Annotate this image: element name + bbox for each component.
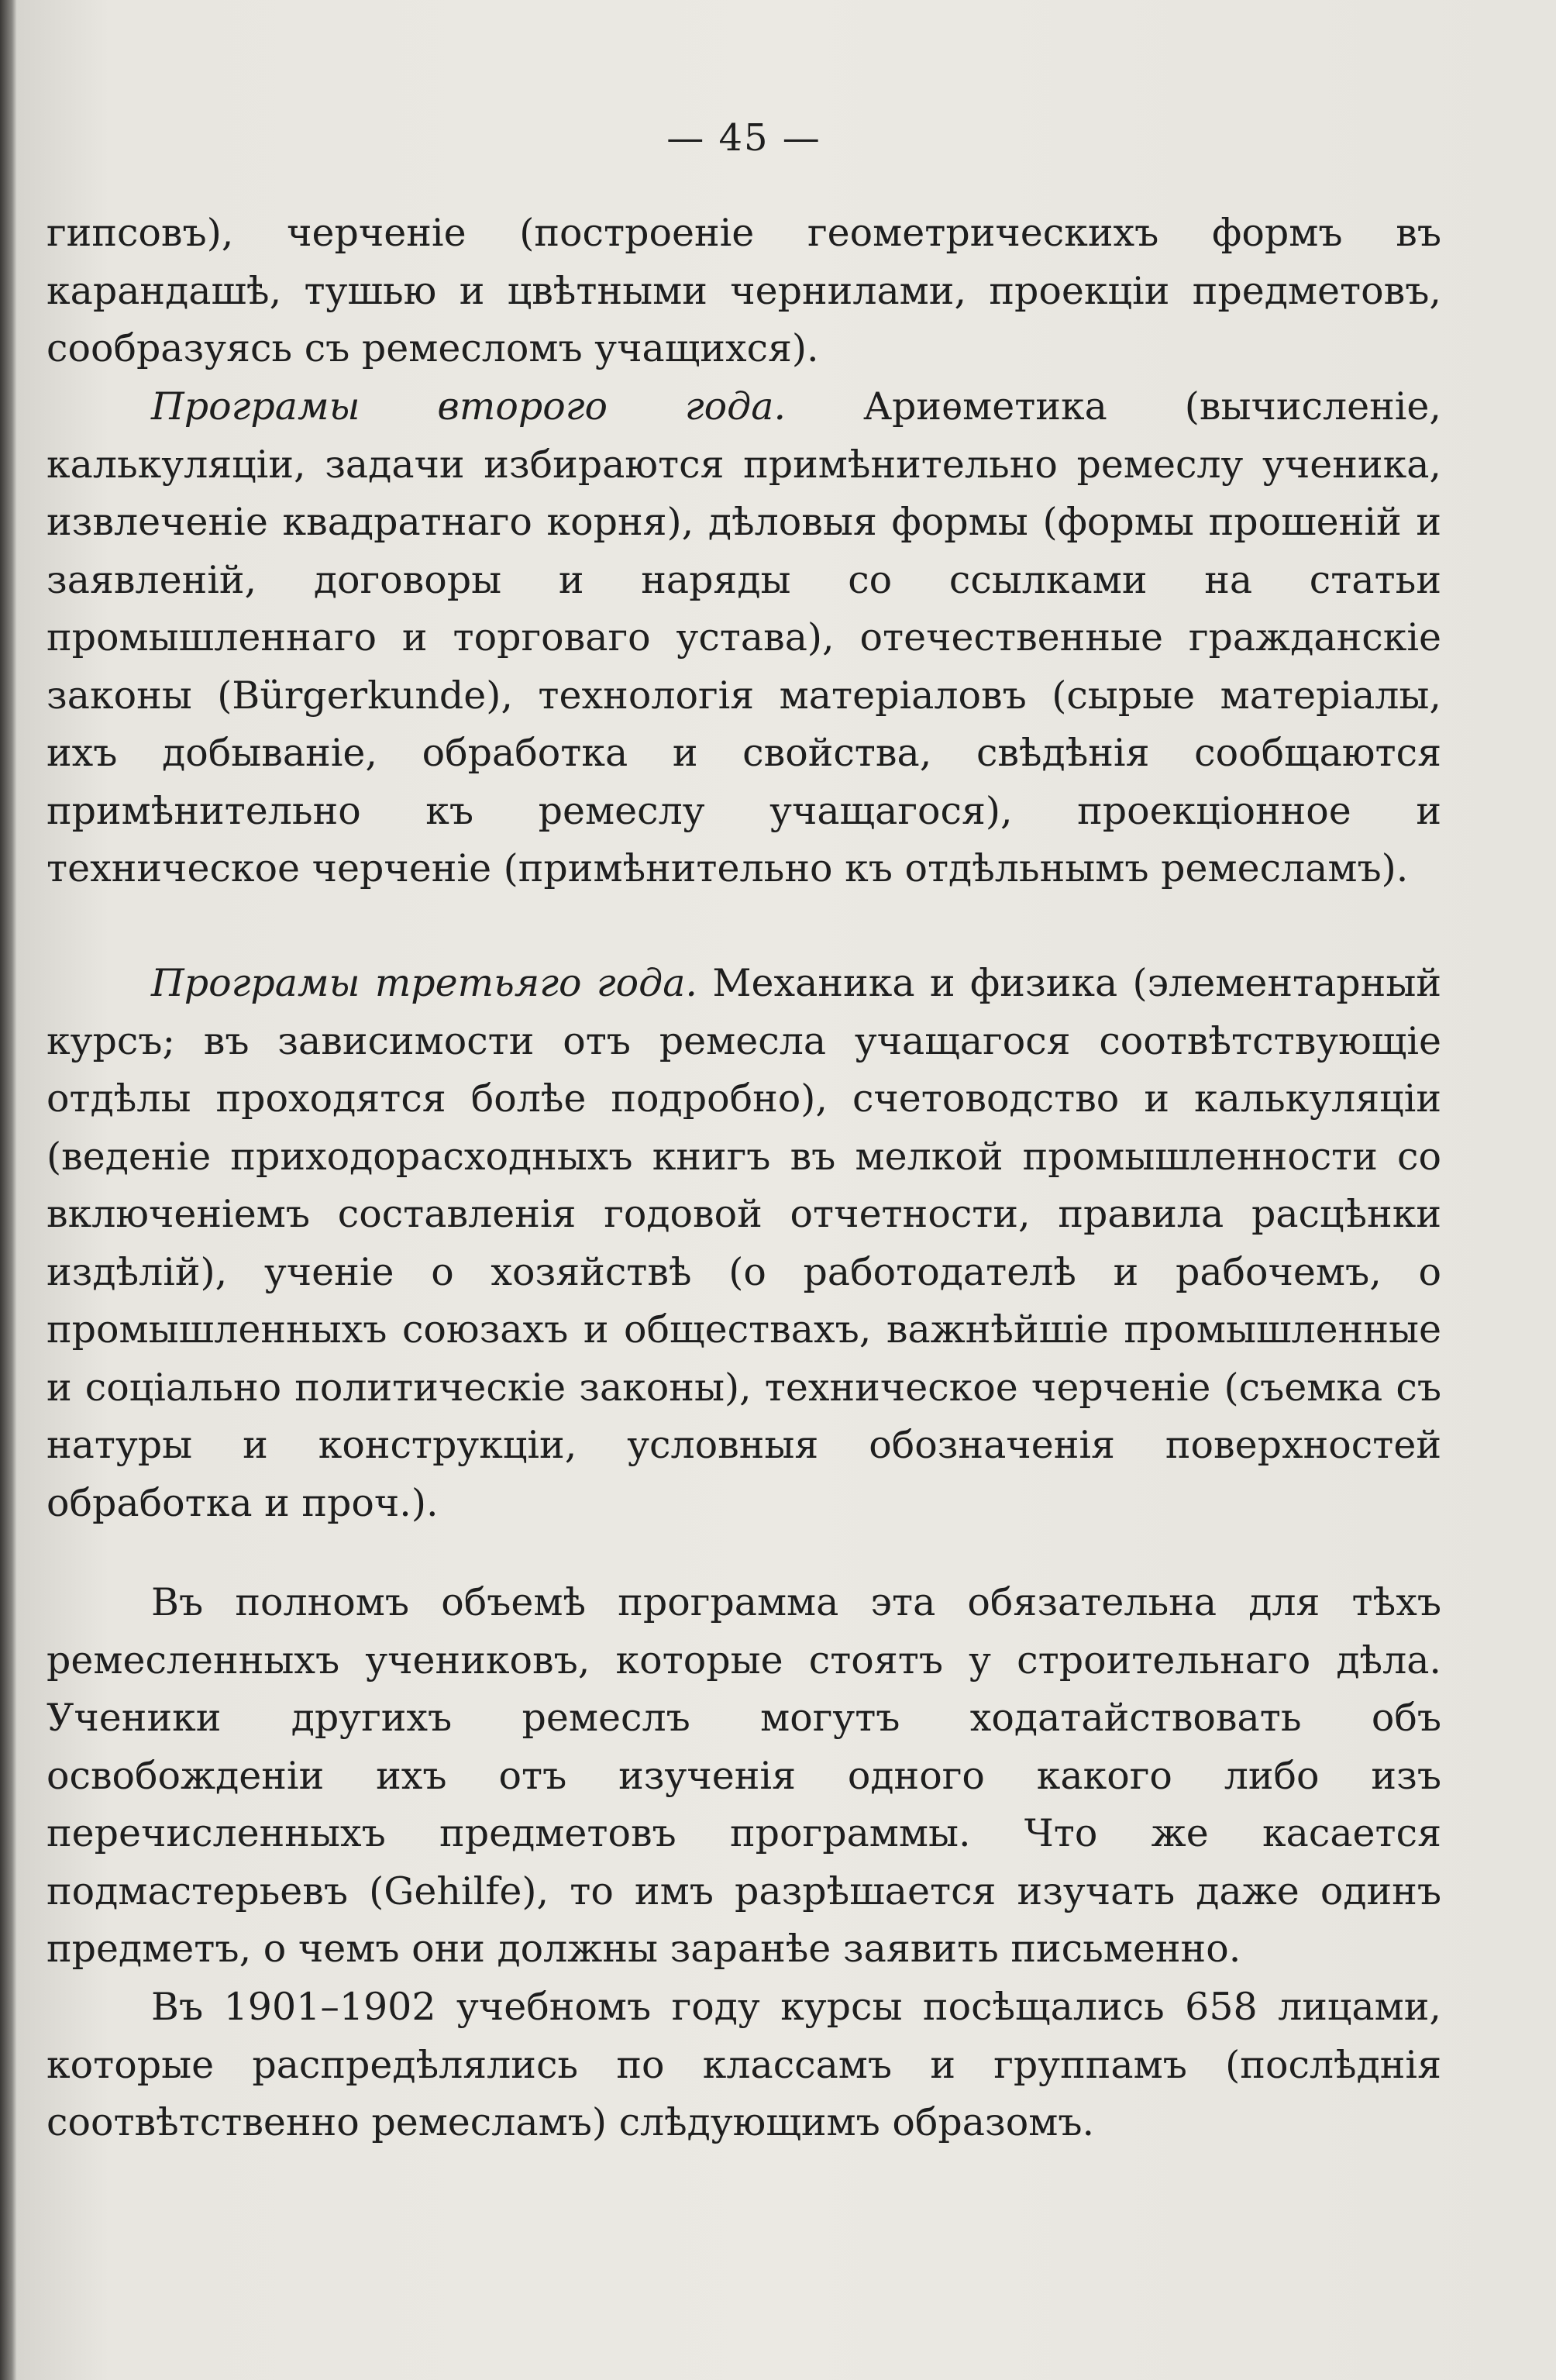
section-heading-second-year: Програмы второго года. (151, 384, 787, 429)
book-page (17, 0, 1556, 2380)
paragraph-2-text: Ариѳметика (вычисленіе, калькуляціи, задачи избираются примѣнительно ремеслу ученика, извлеченіе квадратнаго корня), дѣловыя формы (формы прошеній и заявленій, договоры и наряды со ссылками на статьи промышленнаго и торговаго устава), отечественные гражданскіе законы (Bürgerkunde), технологія матеріаловъ (сырые матеріалы, ихъ добываніе, обработка и свойства, свѣдѣнія сообщаются примѣнительно къ ремеслу учащагося), проекціонное и техническое черченіе (примѣнительно къ отдѣльнымъ ремесламъ). (46, 384, 1441, 890)
paragraph-3 (46, 955, 1441, 1532)
paragraph-1 (46, 205, 1441, 378)
paragraph-1-text: гипсовъ), черченіе (построеніе геометрическихъ формъ въ карандашѣ, тушью и цвѣтными чернилами, проекціи предметовъ, сообразуясь съ ремесломъ учащихся). (46, 211, 1441, 370)
paragraph-5 (46, 1979, 1441, 2152)
book-spine-shadow (0, 0, 17, 2380)
paragraph-4 (46, 1574, 1441, 1979)
page-number: — 45 — (666, 116, 821, 160)
section-heading-third-year: Програмы третьяго года. (151, 961, 697, 1005)
paragraph-3-text: Механика и физика (элементарный курсъ; въ зависимости отъ ремесла учащагося соотвѣтствующіе отдѣлы проходятся болѣе подробно), счетоводство и калькуляціи (веденіе приходорасходныхъ книгъ въ мелкой промышленности со включеніемъ составленія годовой отчетности, правила расцѣнки издѣлій), ученіе о хозяйствѣ (о работодателѣ и рабочемъ, о промышленныхъ союзахъ и обществахъ, важнѣйшіе промышленные и соціально политическіе законы), техническое черченіе (съемка съ натуры и конструкціи, условныя обозначенія поверхностей обработка и проч.). (46, 961, 1441, 1525)
paragraph-4-text: Въ полномъ объемѣ программа эта обязательна для тѣхъ ремесленныхъ учениковъ, которые стоятъ у строительнаго дѣла. Ученики другихъ ремеслъ могутъ ходатайствовать объ освобожденіи ихъ отъ изученія одного какого либо изъ перечисленныхъ предметовъ программы. Что же касается подмастерьевъ (Gehilfe), то имъ разрѣшается изучать даже одинъ предметъ, о чемъ они должны заранѣе заявить письменно. (46, 1580, 1441, 1971)
paragraph-5-text: Въ 1901–1902 учебномъ году курсы посѣщались 658 лицами, которые распредѣлялись по классамъ и группамъ (послѣднія соотвѣтственно ремесламъ) слѣдующимъ образомъ. (46, 1985, 1441, 2144)
paragraph-2 (46, 378, 1441, 898)
